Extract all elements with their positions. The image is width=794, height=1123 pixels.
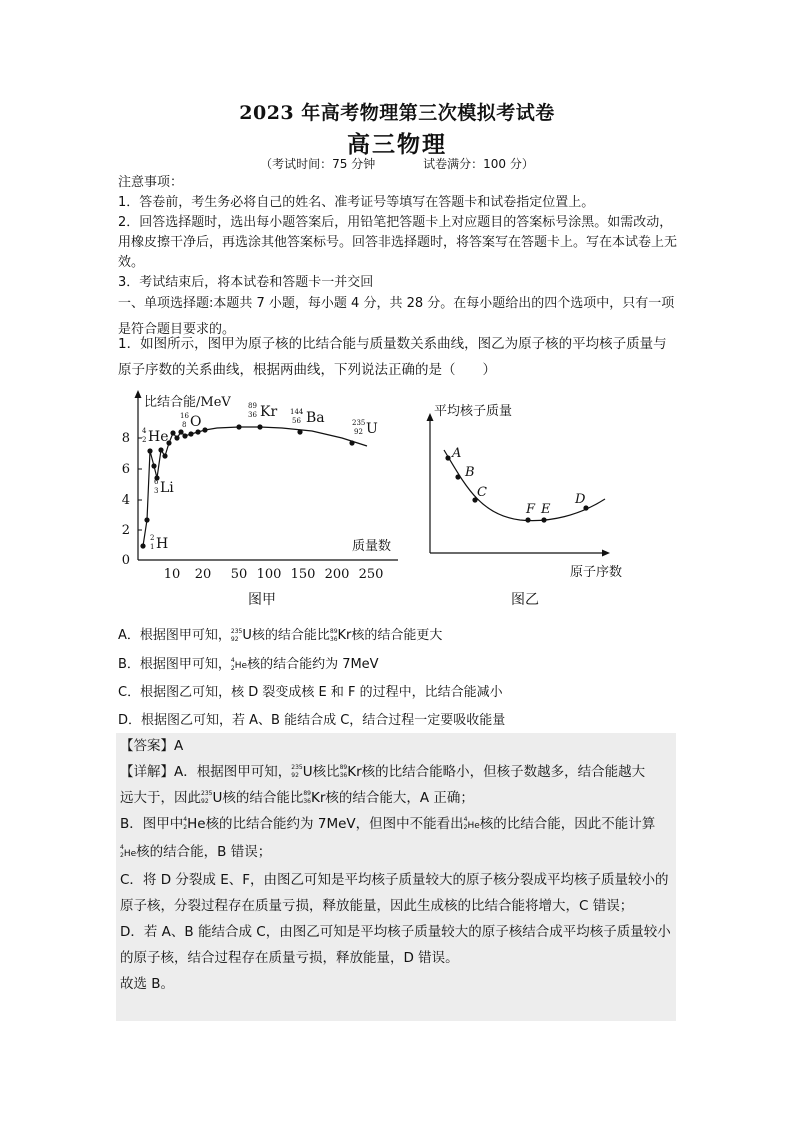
svg-text:Kr: Kr (260, 404, 278, 420)
point-labels (451, 446, 586, 517)
svg-text:92: 92 (354, 428, 363, 436)
svg-text:A: A (452, 446, 462, 461)
svg-text:B: B (465, 465, 475, 480)
note-item: 1．答卷前，考生务必将自己的姓名、准考证号等填写在答题卡和试卷指定位置上。 (118, 195, 595, 210)
svg-text:Ba: Ba (306, 410, 325, 426)
note-item: 3．考试结束后，将本试卷和答题卡一并交回 (118, 275, 374, 290)
svg-text:H: H (156, 536, 169, 552)
y-tick-label: 2 (121, 523, 130, 538)
option-c: C．根据图乙可知，核 D 裂变成核 E 和 F 的过程中，比结合能减小 (118, 685, 503, 700)
y-axis-label: 比结合能/MeV (144, 395, 231, 410)
x-tick-label: 250 (358, 567, 384, 582)
notes-heading: 注意事项： (118, 175, 184, 190)
svg-text:O: O (190, 414, 202, 430)
svg-text:4: 4 (142, 427, 147, 435)
note-item: 2．回答选择题时，选出每小题答案后，用铅笔把答题卡上对应题目的答案标号涂黑。如需改动，用橡皮擦干净后，再选涂其他答案标号。回答非选择题时，将答案写在答题卡上。写在本试卷上无效。 (118, 215, 678, 270)
x-ticks (164, 567, 384, 582)
svg-text:2: 2 (142, 436, 147, 444)
figure-a-caption: 图甲 (248, 592, 276, 608)
exam-time: （考试时间：75 分钟 (260, 157, 376, 171)
y-tick-label: 8 (121, 431, 130, 446)
svg-text:89: 89 (248, 402, 257, 410)
figure-b (420, 395, 650, 617)
svg-text:8: 8 (182, 421, 187, 429)
answer: 【答案】A (120, 738, 184, 754)
svg-text:He: He (148, 429, 169, 445)
answer-analysis (116, 733, 676, 1021)
y-tick-label: 0 (121, 553, 130, 568)
option-d: D．根据图乙可知，若 A、B 能结合成 C，结合过程一定要吸收能量 (118, 713, 506, 728)
nucleon-mass-curve (444, 450, 605, 521)
x-axis-arrow (602, 550, 610, 557)
binding-energy-curve (143, 427, 367, 546)
x-tick-label: 10 (163, 567, 181, 582)
x-tick-label: 100 (256, 567, 282, 582)
analysis-line: C．将 D 分裂成 E、F，由图乙可知是平均核子质量较大的原子核分裂成平均核子质量较小的 (120, 872, 669, 888)
svg-text:Li: Li (160, 480, 174, 496)
y-axis-label: 平均核子质量 (434, 404, 513, 419)
x-tick-label: 50 (230, 567, 248, 582)
section-heading: 一、单项选择题:本题共 7 小题，每小题 4 分，共 28 分。在每小题给出的四个选项中，只有一项是符合题目要求的。 (118, 296, 675, 337)
x-tick-label: 20 (194, 567, 212, 582)
notes (118, 173, 678, 343)
svg-text:U: U (366, 421, 378, 437)
x-tick-label: 150 (290, 567, 316, 582)
exam-info (0, 155, 794, 172)
figure-b-caption: 图乙 (511, 592, 539, 608)
exam-subtitle: 高三物理 (347, 131, 447, 158)
svg-text:D: D (575, 492, 586, 507)
y-axis-arrow (427, 413, 434, 421)
analysis-line: 远大于，因此235 92 U核的结合能比89 36Kr核的结合能大，A 正确； (120, 790, 474, 806)
analysis-line: 4 2He核的结合能，B 错误； (120, 844, 272, 860)
x-tick-label: 200 (324, 567, 350, 582)
exam-title: 2023 年高考物理第三次模拟考试卷 (239, 102, 555, 124)
analysis-line: B．图甲中4 2He核的比结合能约为 7MeV，但图中不能看出4 2He核的比结合能，因此不能计算 (120, 816, 656, 832)
y-tick-label: 4 (121, 493, 130, 508)
svg-text:C: C (477, 485, 487, 500)
y-axis-arrow (135, 390, 142, 398)
svg-text:144: 144 (290, 408, 304, 416)
svg-text:1: 1 (150, 543, 155, 551)
svg-text:16: 16 (180, 412, 189, 420)
analysis-line: 【详解】A．根据图甲可知，235 92 U核比89 36Kr核的比结合能略小，但核子数越多，结合能越大 (120, 764, 646, 780)
svg-text:E: E (541, 502, 551, 517)
analysis-line: 原子核，分裂过程存在质量亏损，释放能量，因此生成核的比结合能将增大，C 错误； (120, 898, 634, 914)
svg-text:6: 6 (154, 478, 159, 486)
question-1-stem: 1．如图所示，图甲为原子核的比结合能与质量数关系曲线，图乙为原子核的平均核子质量与原子序数的关系曲线，根据两曲线，下列说法正确的是（ ） (118, 336, 667, 378)
svg-text:235: 235 (352, 419, 366, 427)
svg-text:36: 36 (248, 411, 257, 419)
analysis-line: D．若 A、B 能结合成 C，由图乙可知是平均核子质量较大的原子核结合成平均核子质量较小 (120, 924, 671, 940)
option-b: B．根据图甲可知，4 2He核的结合能约为 7MeV (118, 656, 379, 672)
x-axis-label: 原子序数 (570, 565, 623, 580)
y-ticks (122, 431, 142, 568)
option-a: A．根据图甲可知，235 92 U核的结合能比89 36Kr核的结合能更大 (118, 627, 443, 643)
analysis-line: 故选 B。 (120, 976, 175, 992)
x-axis-label: 质量数 (352, 539, 392, 554)
svg-text:56: 56 (292, 417, 301, 425)
analysis-line: 的原子核，结合过程存在质量亏损，释放能量，D 错误。 (120, 950, 459, 966)
svg-text:3: 3 (154, 487, 159, 495)
exam-score: 试卷满分：100 分） (423, 157, 534, 171)
svg-text:F: F (526, 502, 536, 517)
y-tick-label: 6 (121, 462, 130, 477)
svg-text:2: 2 (150, 534, 155, 542)
figure-a (112, 388, 412, 617)
